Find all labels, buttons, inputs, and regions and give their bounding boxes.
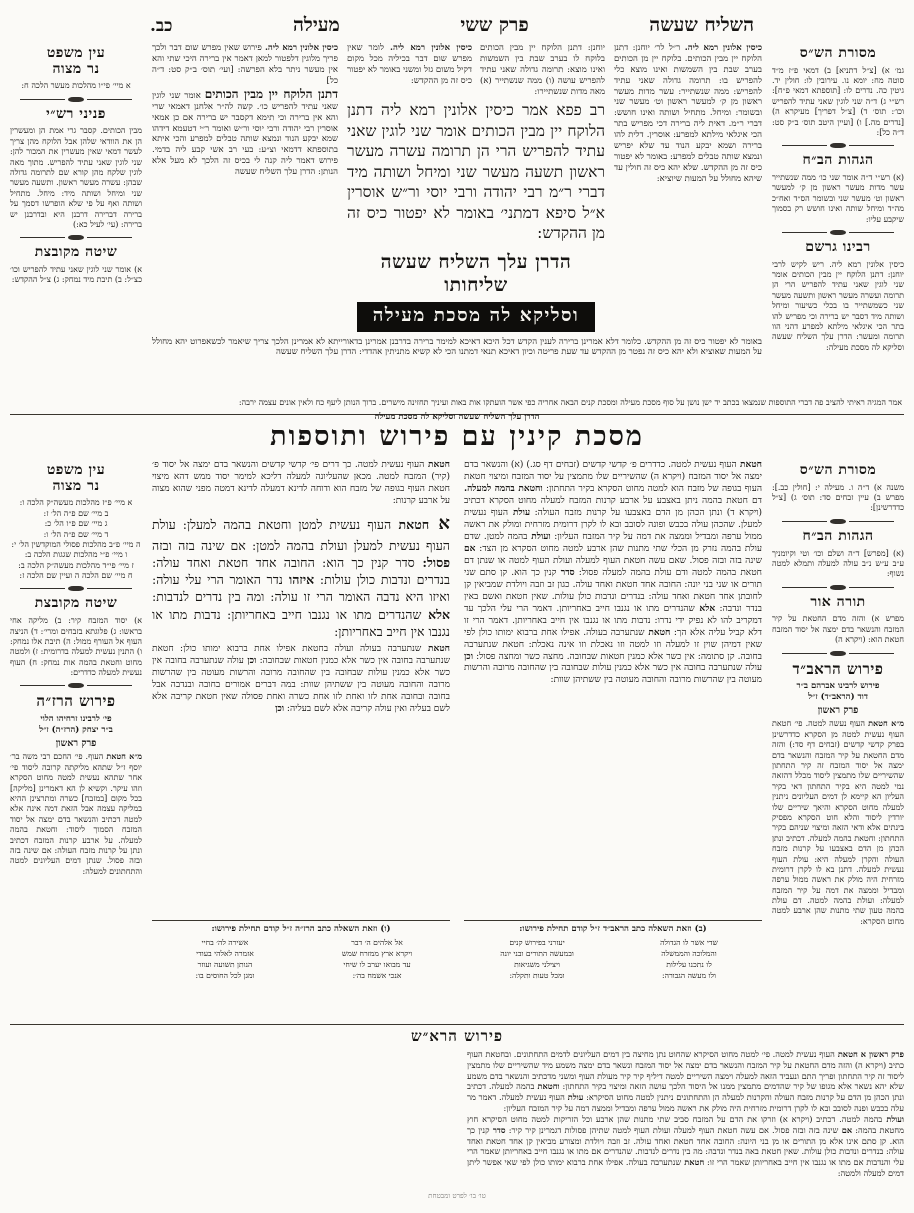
torah-or-title: תורה אור <box>810 593 866 610</box>
folio-number: כב. <box>150 16 173 36</box>
ornament-divider <box>782 143 894 148</box>
hadran-small-line: הדרן עלך השליח שעשה וסליקא לה מסכת מעילה <box>374 412 540 423</box>
raavad-perek-header: פרק ראשון <box>817 705 859 717</box>
gemara-top-minicols <box>347 43 605 97</box>
kinnim-tosafot-continuation: חטאת שנתערבה בעולה ועולה בחטאת אפילו אחת ברבוא ימותו כולן: חטאת שנתערבה בחובה אין כשר אלא כמנין חטאות שבחובה: וכן עולה שנתערבה בחובה אין כשר אלא כמנין עולות שבחובה בין שהחובה מרובה והרשות מעוטה בין שהרשות מרובה והחובה מעוטה בין ששתיהן שוות: במה דברים אמורים בחובה ובנדבה אבל בחובה ובחובה אחת לזו ואחת לזו אחת כשרה ואחת פסולה שאין חטאת קריבה אלא לשם בעליה ואין עולה קריבה אלא לשם בעליה: וכן <box>152 644 450 715</box>
kinnim-ein-mishpat-entries: א מיי׳ פ״ז מהלכות מעשה״ק הלכה ו: ב מיי׳ שם פ״ה הל׳ ז: ג מיי׳ שם פ״ו הל׳ כ: ד מיי׳ שם פ״ה הל׳ ו: ה מיי׳ פ״ב מהלכות פסולי המוקדשין הל׳ י: ו מיי׳ פ״י מהלכות שגגות הלכה ב: ז מיי׳ פי״ד מהלכות מעשה״ק הלכה ב: ח מיי׳ שם הלכה ה ועיין שם הלכה ז: <box>11 498 141 581</box>
raavad-subtitle-1: פירוש לרבינו אברהם ב״ר <box>796 681 880 692</box>
kinnim-bach-title: הגהות הב״ח <box>802 527 874 544</box>
kinnim-shita-text: א) יסוד המזבח קיר: ב) מליקה אחי בראשו: ג) פלוגתא בזבחים ומרי׳: ד) הניצה העוף אל העורף ממול: ה) תיבת אלו נמחק: ו) התנין נעשית למעלה בדרומית: ז) ולמטה מחוט וחטאת בהמה אות נמחק: ח) העוף נעשית למעלה כדדרים: <box>10 616 142 678</box>
shita-mekubetzet-title: שיטה מקובצת <box>34 244 118 261</box>
ornament-divider <box>782 651 894 656</box>
kinnim-shita-title: שיטה מקובצת <box>34 595 118 612</box>
raavad-poem-col-2: יעזרני בפירוש קנים ובמעשה התורים ובני יונה ויצילני משגיאות ומכל טעות ותקלה: <box>500 938 574 981</box>
pirush-harazah-title: פירוש הרז״ה <box>36 692 116 711</box>
raavad-poem-header: (ב) וזאת השאלה כתב הראב״ד ז״ל קודם תחילת פירושו: <box>519 924 707 934</box>
mini-left-lead: כיסין אלונין רמא ליה. <box>389 43 472 53</box>
kinnim-margin-right <box>772 460 904 1012</box>
rabbeinu-gershom-text: כיסין אלונין רמא ליה. ריש לקיש לרבי יוחנן: דתנן הלוקח יין מבין הכותים אומר שני לוגין שאני עתיד להפריש הרי הן תרומה ועשרה מעשר ראשון ותשעה מעשר שני כשמשתייר בו בכלי כשיעור ומיחל ושותה מיד דסבר יש ברירה וכי מפריש להו בתר הכי איגלאי מילתא למפרע דהני הוו תרומה ומעשר: הדרן עלך השליח שעשה וסליקא לה מסכת מעילה: <box>772 259 904 352</box>
razah-lead: מ״א חטאת <box>106 751 142 762</box>
kinnim-mishnah-block <box>152 512 450 640</box>
perek-number: פרק ששי <box>460 14 529 36</box>
section-kinnim <box>10 414 904 1020</box>
rosh-text-right: פרק ראשון א חטאת העוף נעשית למטה. פי׳ למטה מחוט הסיקרא שהחוט נתן מחיצה בין דמים העליונים לדמים התחתונים. ובחטאת העוף כתיב (ויקרא ה) והזה מדם החטאת על קיר המזבח והנשאר בדם ימצה אל יסוד המזבח ונשאר בדם ימצה משמע מיד שהשיריים שלו מתמצין ליסוד זה קיר התחתון ופריך התם ונעביד הזאה למעלה וימצה השיריים למטה דיליף קיר קיר מעולת העוף ומשני מדכתיב והנשאר בדם משמע שלא יהא נשאר אלא מגופו של קיר שהדמים מתמצין ממנו אל היסוד הלכך עושה הזאה ומיצוי בקיר התחתון: וחטאת בהמה למעלה. דכתיב ונתן הכהן מן הדם על קרנות מזבח העולה והקרנות למעלה הן והתחתונים ניתנין למטה מחוט הסיקרא: עולת העוף נעשית למעלה. דאמר מר עלה בכבש ופנה לסובב ובא לו לקרן דרומית מזרחית היה מולק את ראשה ממול ערפה ומבדיל וממצה דמה על קיר המזבח העליון: <box>467 1049 905 1114</box>
mini-col-left <box>347 43 472 97</box>
razah-perek-header: פרק ראשון <box>55 738 97 750</box>
raavad-poem-col-1: שדי אשר לו הגדולה והמלוכה והממשלה לו נתכנו עלילות ולו מעשה הגבורה: <box>660 938 718 981</box>
raavad-subtitle-2: דוד (הראב״ד) ז״ל <box>808 692 868 703</box>
kinnim-grid <box>10 460 904 1012</box>
tosafot-text-1: פירוש שאין מפרש שום דבר ולכך פריך מלוגין דלפטור למאן דאמר אין ברירה היכי שתי והא אין מעשר ניתר בלא הפרשה: [ועי׳ תוס׳ ב״ק סט: ד״ה כל] <box>152 43 338 86</box>
tosafot-text-2: אומר שני לוגין שאני עתיד להפריש כו׳. קשה לה״ר אלחנן דאמאי שרי והא אין ברירה וכי תימא דקסבר יש ברירה אם כן אמאי אוסרין רבי יהודה ורבי יוסי ור״ש ואומר ר״י דטעמא דידהו שמא יבקע הנוד ונמצא שותה טבלים למפרע והכי איתא בתוספתא דדמאי וצ״ע: בעי רב אשי קבע ליה בדמי. פירוש דאמר ליה קנה לי בכיס זה הלכך לא מעל אלא הנותן: הדרן עלך השליח שעשה <box>152 90 338 178</box>
raavad-intro-poem <box>464 920 762 1012</box>
kinnim-pirush-text: חטאת העוף נעשית למטה. כדדרים פ׳ קדשי קדשים (זבחים דף סג.) (א) והנשאר בדם ימצה אל יסוד המזבח (ויקרא ה) שהשיריים שלו מתמצין על יסוד המזבח ומיצוי חטאת העוף בגופה של מזבח הוא למטה מחוט הסקרא בקיר התחתון: וחטאת בהמה למעלה. דם חטאת בהמה ניתן באצבע על ארבע קרנות המזבח למעלה מחוט הסקרא דכתיב (ויקרא ד) ונתן הכהן מן הדם באצבעו על קרנות מזבח העולה: עולת העוף נעשית למעלן. שהכהן עולה בכבש ופונה לסובב ובא לו לקרן דרומית מזרחית ומולק את ראשה ממול ערפה ומבדיל וממצה את דמה על קיר המזבח העליון: ועולת בהמה למטן. שדם עולת בהמה נזרק מן הכלי שתי מתנות שהן ארבע למטה מחוט הסקרא מן הצד: אם שינה בזה ובזה פסול. שאם עשה חטאת העוף למעלה ועולת העוף למטה או שנתן דם חטאת בהמה למטה ודם עולת בהמה למעלה פסול: סדר קנין כך הוא. קן סתם שני תורים או שני בני יונה: החובה אחד חטאת ואחד עולה. כגון זב וזבה ויולדת שמביאין קן לחובתן אחד חטאת ואחד עולה: בנדרים ונדבות כולן עולות. שאין חטאת ואשם באין בנדר ונדבה: אלא שהנדרים מתו או נגנבו חייב באחריותן. דאמר הרי עלי הלכך עד דמקריב להו לא נפיק ידי נדרו: נדבות מתו או נגנבו אין חייב באחריותן. דאמר הרי זו דלא קביל עליה אלא הך: חטאת שנתערבה בעולה. אפילו אחת ברבוא ימותו כולן לפי שאין דמיהן שוין זו למעלה וזו למטה וזו נאכלת וזו אינה נאכלת: חטאת שנתערבה בחובה. קן סתומה: אין כשר אלא כמנין חטאות שבחובה. מחצה כשר ומחצה פסול: וכן עולה שנתערבה בחובה אין כשר אלא כמנין עולות שבחובה בין שהחובה מרובה והרשות מעוטה בין שהרשות מרובה והחובה מעוטה בין ששתיהן שוות: <box>464 460 763 686</box>
section-meilah <box>10 12 904 423</box>
razah-text: מ״א חטאת העוף. פי׳ החכם רבי משה בר׳ יוסף ז״ל שתהא מליקתה קרובה ליסוד פי׳ אחר שתהא נעשית למטה מחוט הסקרא וזהו עיקר. וקשיא לן הא דאמרינן [מליקה] בכל מקום [במזבח] כשרה ומתרצינן ההיא במליקה עצמה אבל הזאת דמה אינה אלא למטה דכתיב והנשאר בדם ימצה אל יסוד המזבח הסמוך ליסוד: וחטאת בהמה למעלה. על ארבע קרנות המזבח דכתיב ונתן על קרנות מזבח העולה: אם שינה בזה ובזה פסול. שנתן דמים העליונים למטה והתחתונים למעלה: <box>10 751 142 876</box>
printer-footer-line: טו׳ בו׳ לפרט ומבטחת <box>428 1192 486 1200</box>
page-header <box>10 12 904 43</box>
tosafot-lead-2: דתנן הלוקח יין מבין הכותים <box>204 86 339 101</box>
ornament-divider <box>20 586 132 591</box>
rashi-lead: כיסין אלונין רמא ליה. <box>684 43 763 53</box>
shita-mekubetzet-text: א) אומר שני לוגין שאני עתיד להפריש וכו׳ כצ״ל: ב) תיבת מיד נמחק: ג) צ״ל ההקדש: <box>10 264 142 285</box>
razah-subtitle-2: ב״ר יצחק (הרז״ה) ז״ל <box>39 725 113 736</box>
ornament-divider <box>782 230 894 235</box>
mini-left-text: לומר שאין מפרש שום דבר בכיליה מכל מקום דקיל משום גזל ומשני באומר לא יפטור כיס זה מן ההקדש: <box>347 43 472 86</box>
hagahot-habach-title: הגהות הב״ח <box>802 152 874 169</box>
rashi-column <box>614 43 762 332</box>
razah-poem-header: (ו) וזאת השאלה כתב הרז״ה ז״ל קודם תחילת פירושו: <box>211 924 391 934</box>
end-of-masechet-wide-text: באומר לא יפטור כיס זה מן ההקדש. כלומר דלא אמרינן ברירה לענין הקדש דכל היכא דאיכא למימר ברירה בדרבנן אמרינן בדאורייתא לא אמרינן הלכך צריך שיאמר לכשאפרוט יהא מחולל על המעות שאוציא ולא יהא כיס זה נפטר מן ההקדש עד שעת פריטה וכיון דאיכא תנאי דמתנו הכי לא קשיא מתניתין אהדדי: הדרן עלך השליח שעשה <box>152 336 762 358</box>
meilah-center <box>152 43 762 395</box>
pirush-harosh-title: פירוש הרא״ש <box>410 1027 504 1045</box>
raavad-text: מ״א חטאת העוף נעשה למטה. פי׳ חטאת העוף נעשית למטה מן הסקרא כדדרשינן בפרק קדשי קדשים (זבחים דף סד:) והזה מדם החטאת על קיר המזבח והנשאר בדם ימצה אל יסוד המזבח זה קיר התחתון שהשיריים שלו מתמצין ליסוד מכלל דהזאה נמי למטה היא בקיר התחתון דאי בקיר העליון הא קיימא לן דמים העליונים ניתנין למעלה מחוט הסקרא והיאך שיריים שלו יורדין ליסוד והלא חוט הסקרא מפסיק בינתים אלא ודאי הזאה ומיצוי שניהם בקיר התחתון: וחטאת בהמה למעלה. דכתיב ונתן הכהן מן הדם באצבעו על קרנות מזבח העולה והקרן למעלה היא: עולת העוף נעשית למעלה. דתנן בא לו לקרן דרומית מזרחית היה מולק את ראשה ממול ערפה ומבדיל וממצה את דמה על קיר המזבח למעלה: ועולת בהמה למטה. דם עולת בהמה טעון שתי מתנות שהן ארבע למטה מחוט הסקרא: <box>772 718 904 926</box>
section-pirush-harosh <box>10 1024 904 1186</box>
full-width-note: אמר המגיה ראיתי להציב פה דברי התוספות שנמצאו בכתב יד ישן נושן על סוף מסכת מעילה ומסכת קנים הבאה אחריה כפי אשר הועתקו אות באות ועיניך תחזינה מישרים. ברוך הנותן ליעף כח ולאין אונים עצמה ירבה: <box>238 398 902 407</box>
peninei-rashi-title: פניני רש״י <box>46 105 106 122</box>
hagahot-habach-text: (א) רש״י ד״ה אומר שני כו׳ ממה שנשתייר עשר מדות מעשר ראשון מן ק׳ למעשר ראשון וט׳ מעשר שני ובשומר הס״ד ואח״כ מה״ד ומיחל שותה ואינו חושש רק בסמוך שיקבע עליו: <box>772 173 904 224</box>
margin-masoret-hashas <box>772 43 904 395</box>
razah-subtitle-1: פי׳ לרבינו זרחיהו הלוי <box>40 714 112 725</box>
raavad-lead: מ״א חטאת <box>868 718 904 729</box>
razah-intro-poem <box>152 920 450 1012</box>
rashi-text: ר״ל לר׳ יוחנן: דתנן הלוקח יין מבין הכותים. בלוקח יין מן הכותים בערב שבת בין השמשות ואינו מוצא כלי להפריש בו: תרומה גדולה שאני עתיד להפריש: ממה שנשתייר: עשר מדות מעשר ראשון מן ק׳ למעשר ראשון וט׳ מעשר שני ובשומר: ומיחל. מתחיל ושותה ואינו חושש: דברי ר״מ. דאית ליה ברירה דכי מפריש בתר הכי איגלאי מילתא למפרע: אוסרין. דלית להו ברירה ושמא יבקע הנוד עד שלא יפריש ונמצא שותה טבלים למפרע: באומר לא יפטור כיס זה מן ההקדש. שלא יהא כיס זה חולין עד שיהא מחולל על המעות שיוציא: <box>614 43 762 184</box>
pirush-harosh-body <box>10 1049 904 1181</box>
masoret-hashas-text: גמ׳ א) [צ״ל דתניא] ב) דמאי פ״ז מ״ד סוטה מח: יומא נו. עירובין לו: חולין יד. גיטין כה. נדרים לו: [תוספתא דמאי פ״ח]: רש״י ג) ד״ה שני לוגין שאני עתיד להפריש וכו׳: תוס׳ ד) [צ״ל דפריך] מעיקרא ה) [נדרים מה.] ו) [ועיין היטב תוס׳ ב״ק סט: ד״ה כל]: <box>772 65 904 138</box>
margin-ein-mishpat <box>10 43 142 395</box>
kinnim-ein-mishpat-title: עין משפט נר מצוה <box>46 462 106 494</box>
rabbeinu-gershom-title: רבינו גרשם <box>805 239 871 256</box>
mishnah-initial: א <box>429 512 450 534</box>
gemara-column <box>347 43 605 332</box>
kinnim-tosafot-column <box>152 460 450 920</box>
pirush-haraavad-title: פירוש הראב״ד <box>792 659 884 678</box>
ein-mishpat-entry: א מיי׳ פי״ו מהלכות מעשר הלכה ח: <box>21 81 131 91</box>
gemara-text: רב פפא אמר כיסין אלונין רמא ליה דתנן הלוקח יין מבין הכותים אומר שני לוגין שאני עתיד להפריש הרי הן תרומה עשרה מעשר ראשון תשעה מעשר שני ומיחל ושותה מיד דברי ר״מ רבי יהודה ורבי יוסי ור״ש אוסרין א״ל סיפא דמתני׳ באומר לא יפטור כיס זה מן ההקדש: <box>347 101 605 243</box>
kinnim-pirush-column <box>464 460 762 920</box>
ein-mishpat-title: עין משפט נר מצוה <box>46 45 106 77</box>
ornament-divider <box>20 235 132 240</box>
kinnim-title: מסכת קינין עם פירוש ותוספות <box>270 421 644 452</box>
masechet-name: מעילה <box>293 14 340 36</box>
tosafot-lead: כיסין אלונין רמא ליה. <box>264 43 339 53</box>
kinnim-center <box>152 460 762 1012</box>
meilah-grid <box>10 43 904 395</box>
ornament-divider <box>20 97 132 102</box>
kinnim-masoret-text: משנה א) ד״ה ו. מעילה י: [חולין כב.]: מפרש ב) עיין זבחים סד: תוס׳ ג) [צ״ל כדדרשינן]: <box>772 482 904 513</box>
kinnim-bach-text: (א) [מפרש] ד״ה ושלם וכו׳ וטי וקיומניך ע״ב ע״ש נ״ב עולה למעלה ותמלא למטה נשוף: <box>772 548 904 579</box>
chapter-name: השליח שעשה <box>649 14 754 36</box>
torah-or-text: מפרש א) והזה מדם החטאת על קיר המזבח והנשאר בדם ימצה אל יסוד המזבח חטאת הוא: (ויקרא ה) <box>772 614 904 645</box>
masoret-hashas-title: מסורת הש״ס <box>799 45 877 61</box>
mishnah-text: חטאת העוף נעשית למטן וחטאת בהמה למעלן: עולת העוף נעשית למעלן ועולת בהמה למטן: אם שינה בזה ובזה פסול: סדר קנין כך הוא: החובה אחד חטאת ואחד עולה: בנדרים ונדבות כולן עולות: איזהו נדר האומר הרי עלי עולה: ואיזו היא נדבה האומר הרי זו עולה: ומה בין נדרים לנדבות: אלא שהנדרים מתו או נגנבו חייב באחריותן: נדבות מתו או נגנבו אין חייב באחריותן: <box>152 516 451 639</box>
ornament-divider <box>782 585 894 590</box>
hadran-line: הדרן עלך השליח שעשה שליחותו <box>380 250 572 296</box>
rosh-text-left: ועולת בהמה למטה. דכתיב (ויקרא א) וזרקו את הדם על המזבח סביב שתי מתנות שהן ארבע וכל הזריקות למטה מחוט הסיקרא חוץ מחטאת בהמה: אם שינה בזה ובזה פסול. אם עשה חטאת העוף למעלה ועולת העוף למטה שתיהן פסולות דגמרינן קיר קיר: סדר קנין כך הוא. קן סתם אינו אלא מן התורים או מן בני היונה: החובה אחד חטאת ואחד עולה. זב וזבה ויולדת ומצורע מביאין קן אחד חטאת ואחד עולה: בנדרים ונדבות כולן עולות. שאין חטאת באה בנדר ונדבה: מה בין נדרים לנדבות. שהנדרים אם מתו או נגנבו חייב באחריותן שאמר הרי עלי והנדבות אם מתו או נגנבו אין חייב באחריותן שאמר הרי זו: חטאת שנתערבה בעולה. אפילו אחת ברבוא ימותו כולן לפי שאי אפשר ליתן דמים למעלה ולמטה: <box>467 1113 905 1179</box>
peninei-rashi-text: מבין הכותים. קסבר גרי אמת הן ומעשרין הן את הוודאי שלהן אבל הלוקח מהן צריך לעשר דמאי שאין מעשרין את המכור להן: שני לוגין שאני עתיד להפריש. מתוך מאה לוגין שלקח מהן קורא שם לתרומה גדולה שבהן: עשרה מעשר ראשון. ותשעה מעשר שני ומיחל ושותה מיד: מיחל. מתחיל ושותה ואף על פי שלא הופרשו דסמך על ברירה דברירה דרבנן היא ובדרבנן יש ברירה: (עי׳ לעיל כא:) <box>10 126 142 229</box>
meilah-center-grid <box>152 43 762 332</box>
kinnim-margin-left <box>10 460 142 1012</box>
ornament-divider <box>20 683 132 688</box>
slika-box: וסליקא לה מסכת מעילה <box>357 302 594 332</box>
kinnim-tosafot-intro: חטאת העוף נעשית למטה. כך דרים פי׳ קדשי קדשים והנשאר בדם ימצה אל יסוד פ׳ (קיר) המזבח למטה. מכאן שהעליונה למעלה דליכא למימר יסוד ממש דהא מיצוי חטאת העוף בגופה של מזבח הוא ודוחה לדינא דמעלה לדינא דמטה מפני שהוא מצוה על ארבע קרנות: <box>152 460 450 506</box>
kinnim-masoret-title: מסורת הש״ס <box>799 462 877 478</box>
razah-poem-col-2: אשירה לה׳ בחיי אזמרה לאלהי בעודי הנותן תשועה ועוזר ומגן לכל החוסים בו: <box>195 938 255 981</box>
mini-col-right: יוחנן: דתנן הלוקח יין מבין הכותים בלוקח לו בערב שבת בין השמשות ואינו מוצא: תרומה גדולה שאני עתיד להפריש עושה (ו) ממה שנשתייר (א) מאה מדות שנשתיירו: <box>480 43 605 97</box>
ornament-divider <box>782 519 894 524</box>
tosafot-column <box>152 43 338 332</box>
razah-poem-col-1: אל אלהים ה׳ דבר ויקרא ארץ ממזרח שמש עד מבואו יערב לו שיחי אנכי אשמח בה׳: <box>341 938 413 981</box>
